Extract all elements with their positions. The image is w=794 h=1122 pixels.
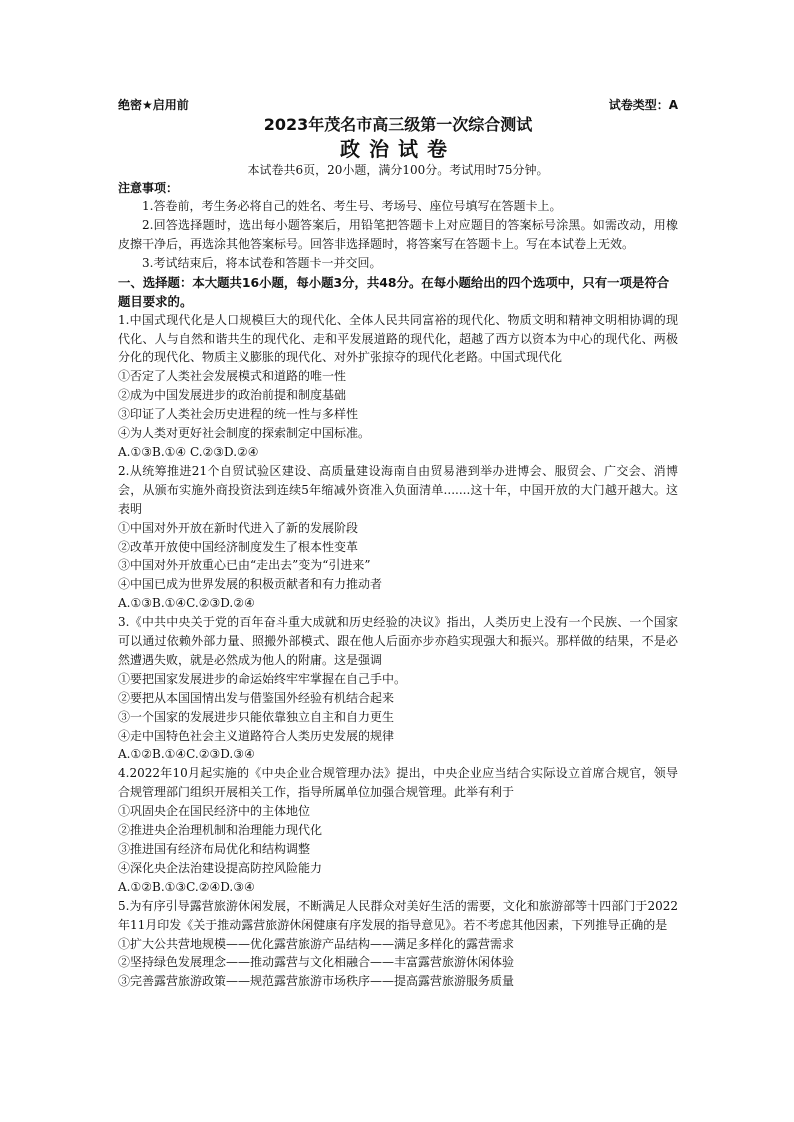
option: ②坚持绿色发展理念——推动露营与文化相融合——丰富露营旅游休闲体验 xyxy=(118,955,515,970)
option: ①否定了人类社会发展模式和道路的唯一性 xyxy=(118,369,347,384)
question-3 xyxy=(118,613,678,764)
option: ④为人类对更好社会制度的探索制定中国标准。 xyxy=(118,426,371,441)
option: ④深化央企法治建设提高防控风险能力 xyxy=(118,860,323,875)
option: ③推进国有经济布局优化和结构调整 xyxy=(118,842,311,856)
option: ②推进央企治理机制和治理能力现代化 xyxy=(118,823,323,838)
question-stem: 5.为有序引导露营旅游休闲发展，不断满足人民群众对美好生活的需要，文化和旅游部等十四部门于2022年11月印发《关于推动露营旅游休闲健康有序发展的指导意见》。若不考虑其他因素，下列推导正确的是 xyxy=(118,898,678,932)
paper-type-label: 试卷类型：A xyxy=(608,98,678,112)
option: ①巩固央企在国民经济中的主体地位 xyxy=(118,804,311,819)
section-heading: 一、选择题：本大题共16小题，每小题3分，共48分。在每小题给出的四个选项中，只有一项是符合题目要求的。 xyxy=(118,274,670,309)
option: ①扩大公共营地规模——优化露营旅游产品结构——满足多样化的露营需求 xyxy=(118,936,515,951)
question-1 xyxy=(118,311,678,462)
question-2 xyxy=(118,462,678,613)
question-stem: 3.《中共中央关于党的百年奋斗重大成就和历史经验的决议》指出，人类历史上没有一个民族、一个国家可以通过依赖外部力量、照搬外部模式、跟在他人后面亦步亦趋实现强大和振兴。那样做的结果，不是必然遭遇失败，就是必然成为他人的附庸。这是强调 xyxy=(118,615,678,667)
notice-heading: 注意事项： xyxy=(118,181,179,195)
exam-page xyxy=(118,96,678,991)
exam-title: 2023年茂名市高三级第一次综合测试 xyxy=(263,115,533,134)
question-stem: 4.2022年10月起实施的《中央企业合规管理办法》提出，中央企业应当结合实际设立首席合规官，领导合规管理部门组织开展相关工作，指导所属单位加强合规管理。此举有利于 xyxy=(118,766,678,800)
confidential-label: 绝密★启用前 xyxy=(118,98,189,112)
option: ②要把从本国国情出发与借鉴国外经验有机结合起来 xyxy=(118,690,395,705)
option: ③一个国家的发展进步只能依靠独立自主和自力更生 xyxy=(118,709,395,724)
option: ①要把国家发展进步的命运始终牢牢掌握在自己手中。 xyxy=(118,671,407,686)
answer-choices: A.①③B.①④ C.②③D.②④ xyxy=(118,444,259,459)
question-5 xyxy=(118,897,678,992)
notice-item: 1.答卷前，考生务必将自己的姓名、考生号、考场号、座位号填写在答题卡上。 xyxy=(142,199,562,213)
exam-meta: 本试卷共6页，20小题，满分100分。考试用时75分钟。 xyxy=(247,163,549,177)
option: ②成为中国发展进步的政治前提和制度基础 xyxy=(118,388,347,403)
subject-title: 政治试卷 xyxy=(340,137,456,161)
answer-choices: A.①③B.①④C.②③D.②④ xyxy=(118,596,255,611)
question-4 xyxy=(118,764,678,896)
notice-item: 3.考试结束后，将本试卷和答题卡一并交回。 xyxy=(142,255,382,270)
top-line xyxy=(118,96,678,114)
question-stem: 1.中国式现代化是人口规模巨大的现代化、全体人民共同富裕的现代化、物质文明和精神文明相协调的现代化、人与自然和谐共生的现代化、走和平发展道路的现代化，超越了西方以资本为中心的现代化、两极分化的现代化、物质主义膨胀的现代化、对外扩张掠夺的现代化老路。中国式现代化 xyxy=(118,312,678,365)
option: ①中国对外开放在新时代进入了新的发展阶段 xyxy=(118,520,359,535)
option: ③中国对外开放重心已由“走出去”变为“引进来” xyxy=(118,558,371,573)
answer-choices: A.①②B.①④C.②③D.③④ xyxy=(118,747,255,762)
notice-item: 2.回答选择题时，选出每小题答案后，用铅笔把答题卡上对应题目的答案标号涂黑。如需改动，用橡皮擦干净后，再选涂其他答案标号。回答非选择题时，将答案写在答题卡上。写在本试卷上无效。 xyxy=(118,217,678,251)
option: ③印证了人类社会历史进程的统一性与多样性 xyxy=(118,407,359,422)
option: ④中国已成为世界发展的积极贡献者和有力推动者 xyxy=(118,577,383,592)
option: ④走中国特色社会主义道路符合人类历史发展的规律 xyxy=(118,728,395,743)
answer-choices: A.①②B.①③C.②④D.③④ xyxy=(118,879,255,894)
option: ②改革开放使中国经济制度发生了根本性变革 xyxy=(118,539,359,554)
question-stem: 2.从统筹推进21个自贸试验区建设、高质量建设海南自由贸易港到举办进博会、服贸会、广交会、消博会，从颁布实施外商投资法到连续5年缩减外资准入负面清单.......这十年，中国开放的大门越开越大。这表明 xyxy=(118,463,678,516)
option: ③完善露营旅游政策——规范露营旅游市场秩序——提高露营旅游服务质量 xyxy=(118,974,515,989)
